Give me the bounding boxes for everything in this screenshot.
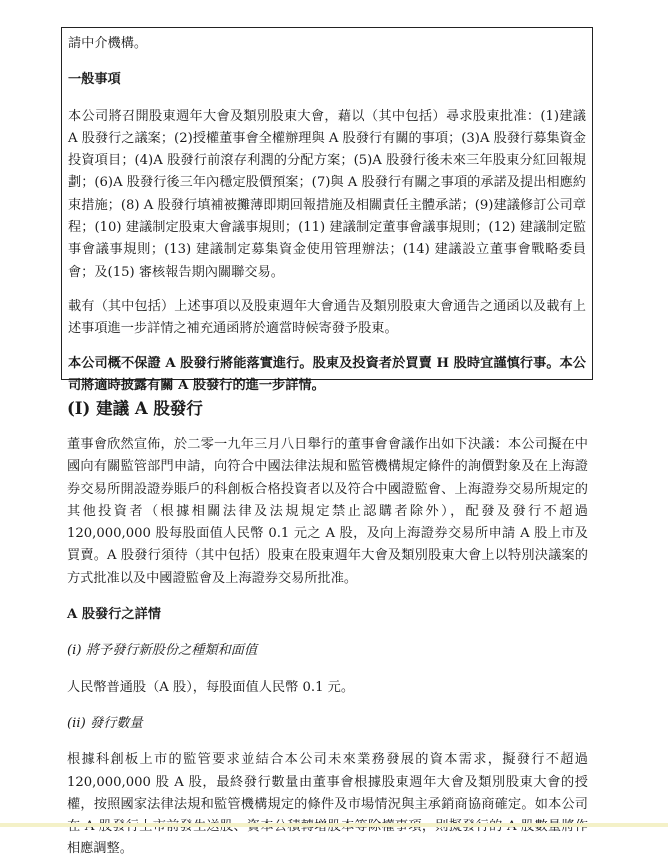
section-intro-paragraph: 董事會欣然宣佈，於二零一九年三月八日舉行的董事會會議作出如下決議：本公司擬在中國向有關監管部門申請，向符合中國法律法規和監管機構規定條件的詢價對象及在上海證券交易所開設證券賬戶的科創板合格投資者以及符合中國證監會、上海證券交易所規定的其他投資者（根據相關法律及法規規定禁止認購者除外），配發及發行不超過 120,000,000 股每股面值人民幣 0.1 元之 A 股，及向上海證券交易所申請 A 股上市及買賣。A 股發行須待（其中包括）股東在股東週年大會及類別股東大會上以特別決議案的方式批准以及中國證監會及上海證券交易所批准。 bbox=[67, 437, 588, 586]
section-title: (I) 建議 A 股發行 bbox=[67, 399, 203, 418]
circular-paragraph: 載有（其中包括）上述事項以及股東週年大會通告及類別股東大會通告之通函以及載有上述事項進一步詳情之補充通函將於適當時候寄發予股東。 bbox=[68, 298, 586, 337]
general-matters-heading: 一般事項 bbox=[68, 72, 121, 88]
proposed-a-share-issue-section bbox=[67, 396, 588, 861]
item2-text: 根據科創板上市的監管要求並結合本公司未來業務發展的資本需求，擬發行不超過 120,000,000 股 A 股，最終發行數量由董事會根據股東週年大會及類別股東大會的授權，按照國家法律法規和監管機構規定的條件及市場情況與主承銷商協商確定。如本公司 相應調整。 bbox=[67, 752, 588, 857]
box-top-line: 請中介機構。 bbox=[68, 36, 148, 51]
item1-text: 人民幣普通股（A 股），每股面值人民幣 0.1 元。 bbox=[67, 679, 355, 695]
item2-heading: (ii) 發行數量 bbox=[67, 715, 143, 731]
general-matters-paragraph: 本公司將召開股東週年大會及類別股東大會，藉以（其中包括）尋求股東批准：(1)建議 A 股發行之議案；(2)授權董事會全權辦理與 A 股發行有關的事項；(3)A 股發行募集資金投資項目；(4)A 股發行前滾存利潤的分配方案；(5)A 股發行後未來三年股東分紅回報規劃；(6)A 股發行後三年內穩定股價預案；(7)與 A 股發行有關之事項的承諾及提出相應約束措施；(8) A 股發行填補被攤薄即期回報措施及相關責任主體承諾；(9)建議修訂公司章程；(10) 建議制定股東大會議事規則；(11) 建議制定董事會議事規則；(12) 建議制定監事會議事規則；(13) 建議制定募集資金使用管理辦法；(14) 建議設立董事會戰略委員會；及(15) 審核報告期內關聯交易。 bbox=[68, 108, 586, 280]
page-bottom-strip bbox=[0, 823, 668, 827]
warning-paragraph: 本公司概不保證 A 股發行將能落實進行。股東及投資者於買賣 H 股時宜謹慎行事。本公司將適時披露有關 A 股發行的進一步詳情。 bbox=[68, 355, 586, 393]
notice-box bbox=[61, 27, 593, 393]
details-heading: A 股發行之詳情 bbox=[67, 607, 161, 623]
item1-heading: (i) 將予發行新股份之種類和面值 bbox=[67, 643, 258, 659]
